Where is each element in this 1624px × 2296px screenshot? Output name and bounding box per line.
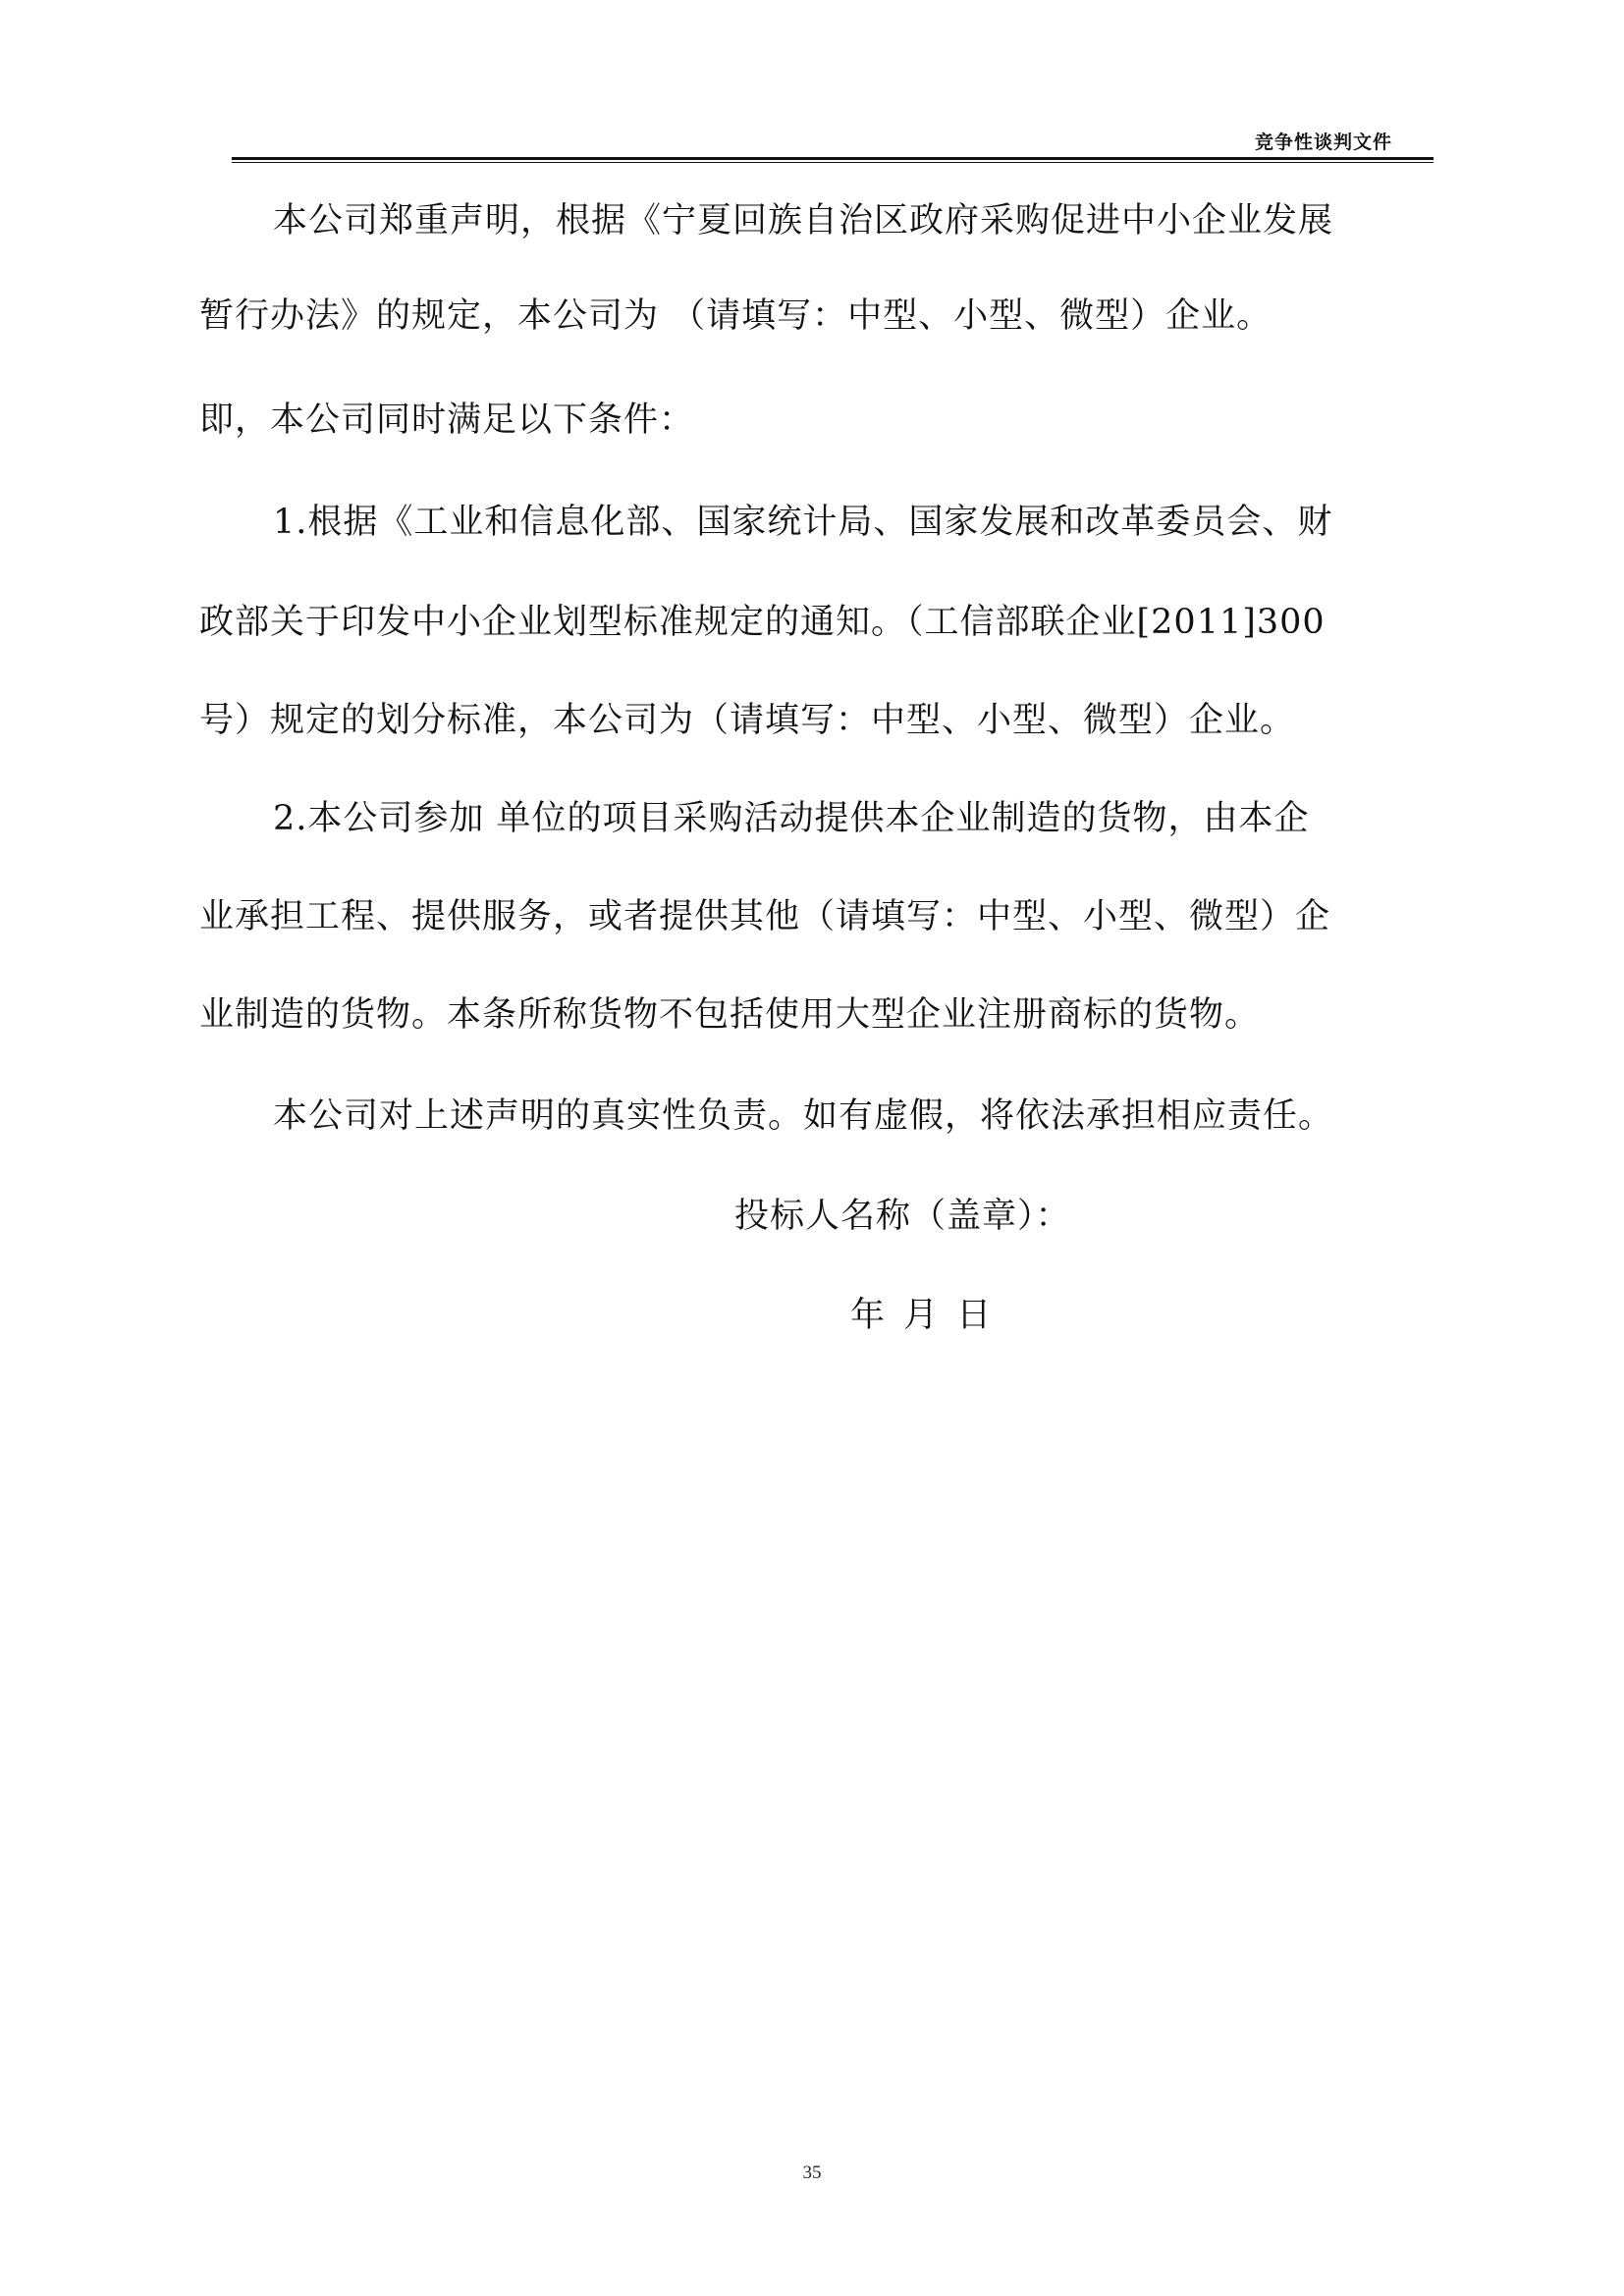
page-number: 35 (802, 2163, 822, 2183)
body-line: 业承担工程、提供服务，或者提供其他（请填写：中型、小型、微型）企 (199, 897, 1331, 936)
body-line: 政部关于印发中小企业划型标准规定的通知。（工信部联企业[2011]300 (199, 603, 1326, 642)
header-divider (232, 157, 1434, 160)
header-divider-thin (232, 162, 1434, 163)
document-title: 竞争性谈判文件 (1254, 132, 1392, 153)
body-line: 2.本公司参加 单位的项目采购活动提供本企业制造的货物，由本企 (273, 799, 1310, 838)
bidder-name-label: 投标人名称（盖章）： (734, 1197, 1071, 1236)
date-label: 年 月 日 (850, 1296, 996, 1335)
body-line: 暂行办法》的规定，本公司为 （请填写：中型、小型、微型）企业。 (199, 296, 1272, 336)
body-line: 业制造的货物。本条所称货物不包括使用大型企业注册商标的货物。 (199, 995, 1261, 1035)
body-line: 本公司郑重声明，根据《宁夏回族自治区政府采购促进中小企业发展 (273, 201, 1334, 240)
body-line: 本公司对上述声明的真实性负责。如有虚假，将依法承担相应责任。 (273, 1096, 1334, 1136)
body-line: 号）规定的划分标准，本公司为（请填写：中型、小型、微型）企业。 (199, 701, 1296, 740)
body-line: 即，本公司同时满足以下条件： (199, 400, 695, 440)
body-line: 1.根据《工业和信息化部、国家统计局、国家发展和改革委员会、财 (273, 503, 1333, 542)
